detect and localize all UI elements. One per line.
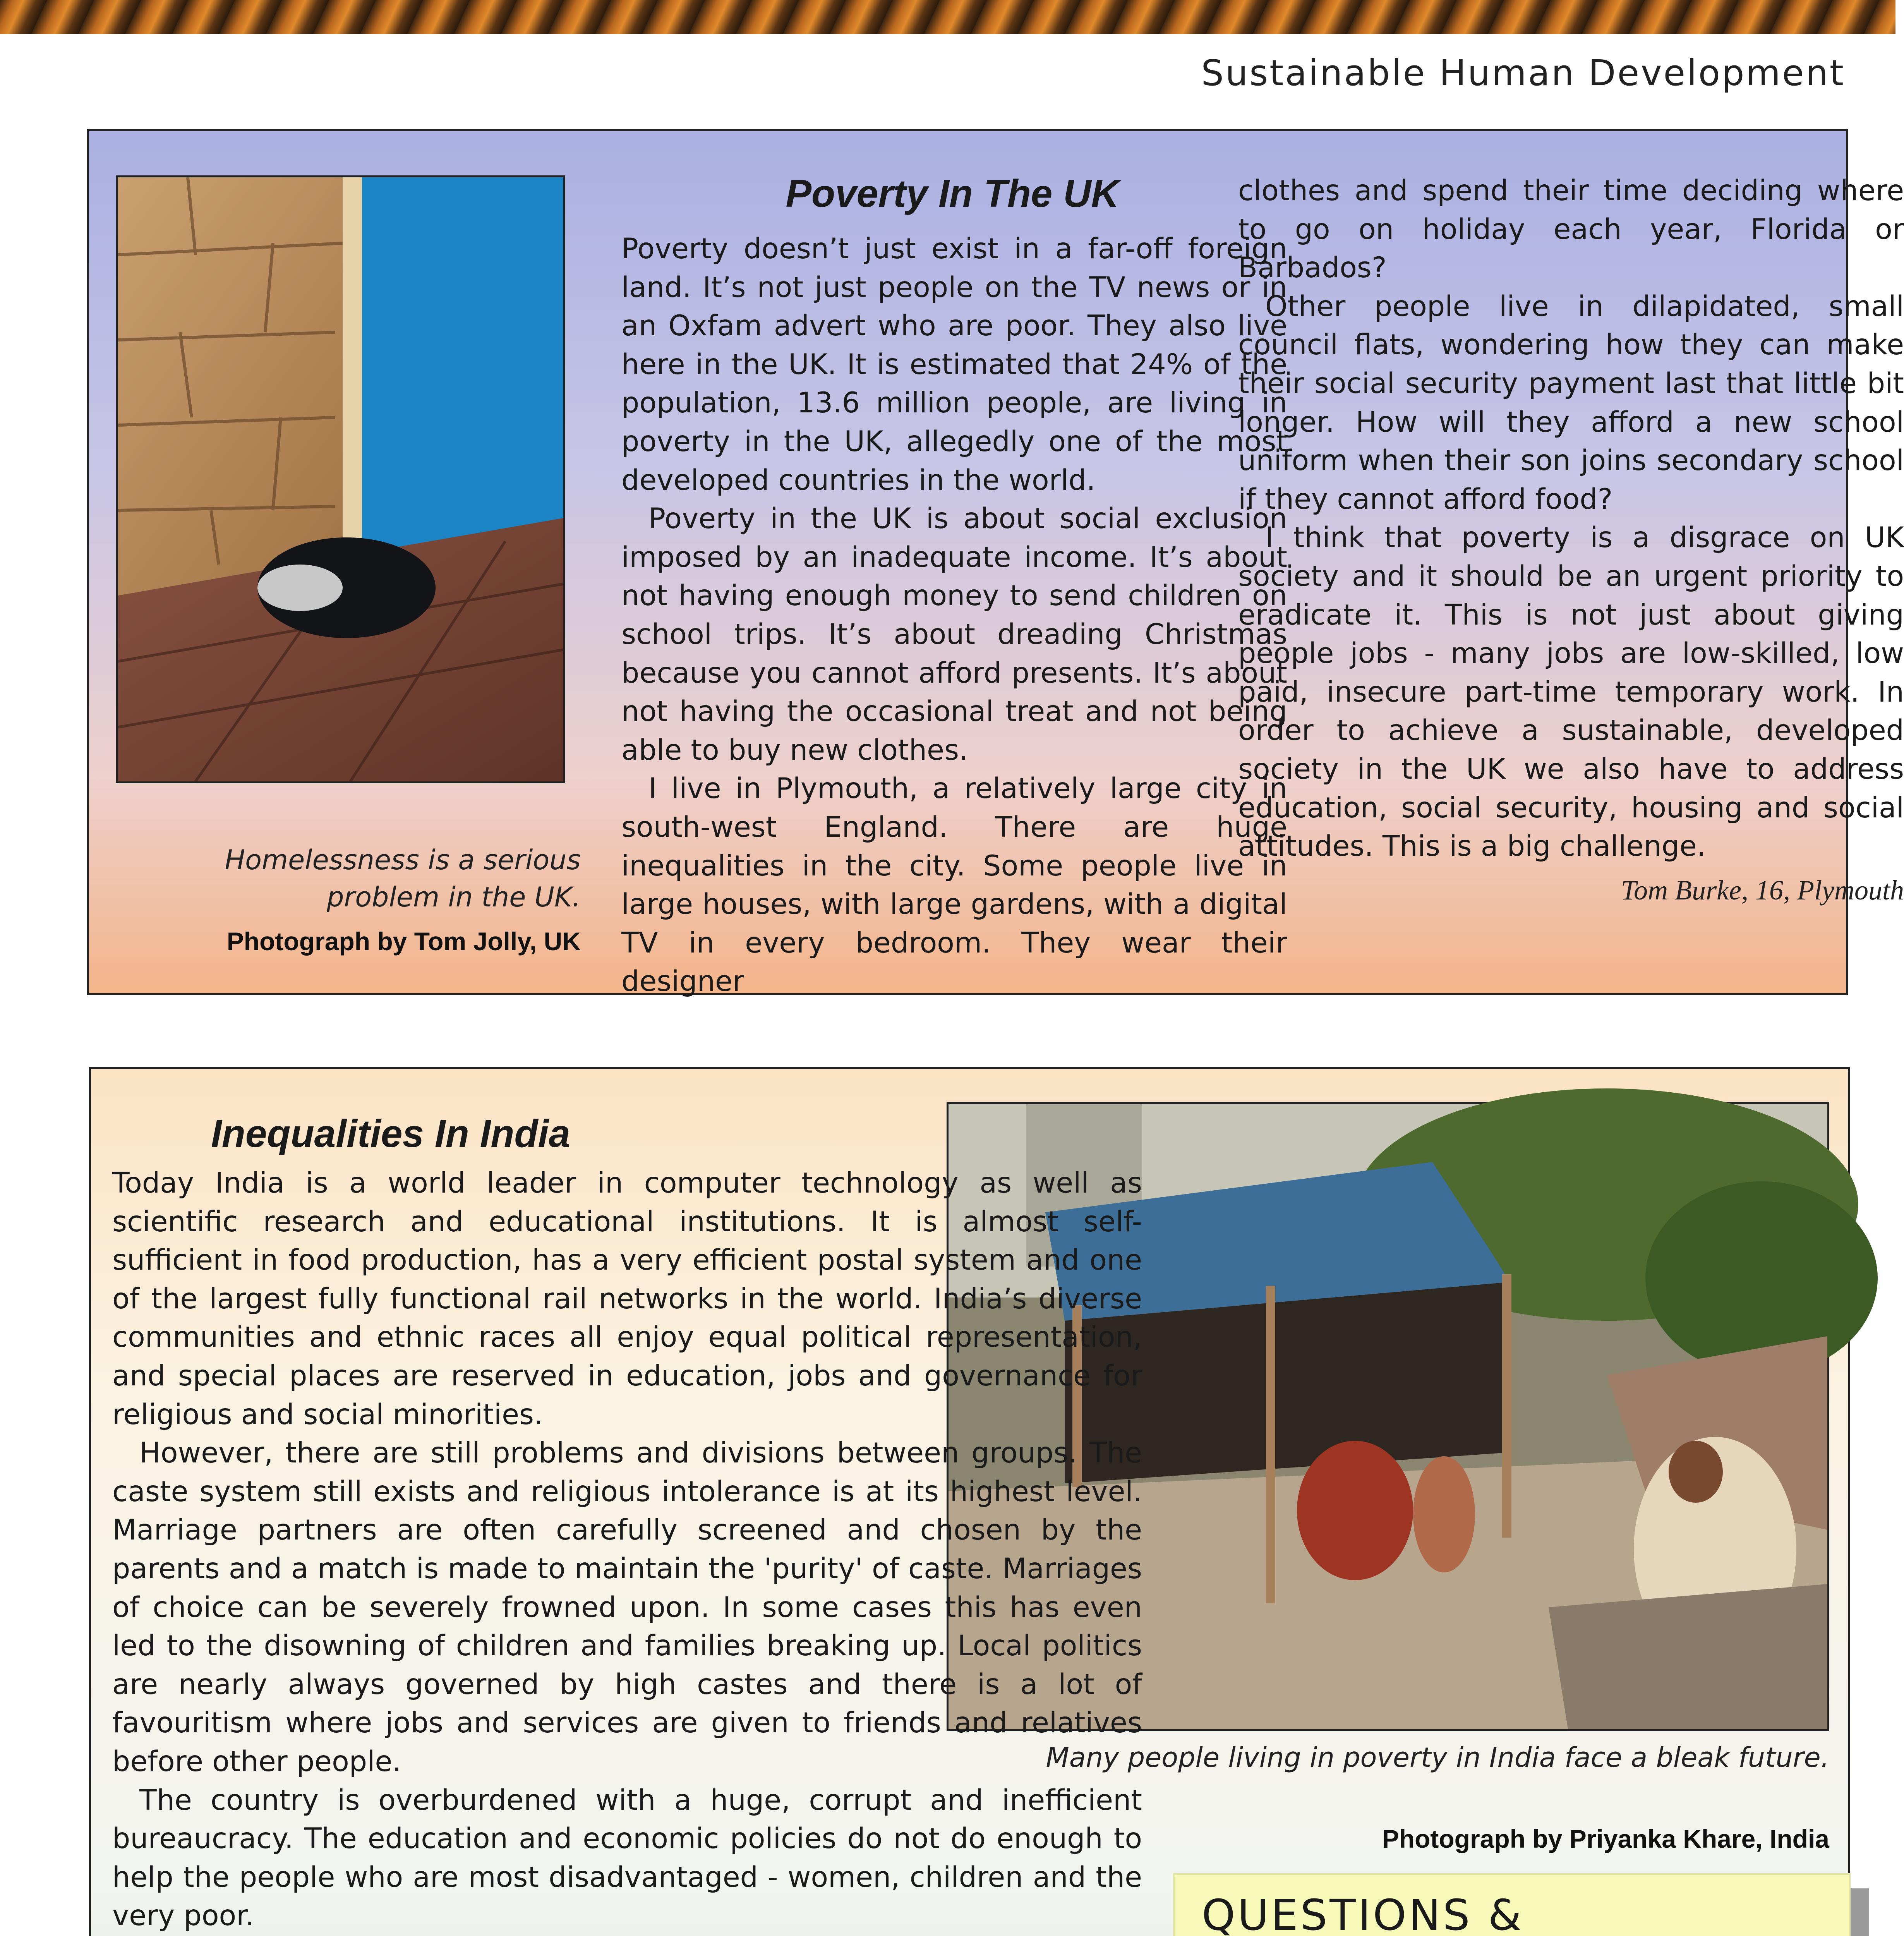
india-photo-caption: Many people living in poverty in India face a bleak future.	[1046, 1742, 1829, 1773]
questions-activities-box	[1173, 1873, 1851, 1936]
uk-photo-homeless-person	[116, 175, 565, 783]
uk-paragraph: I think that poverty is a disgrace on UK society and it should be an urgent priority to eradicate it. This is not just about giving people jobs - many jobs are low-skilled, low paid, insecure part-time temporary work. In order to achieve a sustainable, developed society in the UK we also have to address education, social security, housing and social attitudes. This is a big challenge.	[1238, 521, 1904, 863]
uk-photo-caption: Homelessness is a serious problem in the UK.	[225, 844, 581, 913]
india-body-text	[112, 1164, 1142, 1936]
india-article-title: Inequalities In India	[211, 1112, 570, 1155]
uk-column-1	[621, 230, 1287, 998]
uk-paragraph: Other people live in dilapidated, small council flats, wondering how they can make their social security payment last that little bit longer. How will they afford a new school uniform when their son joins secondary school if they cannot afford food?	[1238, 290, 1904, 516]
india-paragraph: The country is overburdened with a huge, corrupt and inefficient bureaucracy. The education and economic policies do not do enough to help the people who are most disadvantaged - women, children and the very poor.	[112, 1783, 1142, 1933]
questions-title-line-1: QUESTIONS &	[1202, 1890, 1524, 1936]
uk-author-signature: Tom Burke, 16, Plymouth	[1621, 875, 1904, 906]
decorative-top-band	[0, 0, 1895, 34]
uk-article-title: Poverty In The UK	[786, 172, 1119, 215]
india-photo-credit: Photograph by Priyanka Khare, India	[1382, 1824, 1829, 1853]
india-paragraph: However, there are still problems and divisions between groups. The caste system still exists and religious intolerance is at its highest level. Marriage partners are often carefully screened and chosen by the parents and a match is made to maintain the 'purity' of caste. Marriages of choice can be severely frowned upon. In some cases this has even led to the disowning of children and families breaking up. Local politics are nearly always governed by high castes and there is a lot of favouritism where jobs and services are given to friends and relatives before other people.	[112, 1437, 1142, 1778]
uk-paragraph: Poverty in the UK is about social exclusion imposed by an inadequate income. It’s about not having enough money to send children on school trips. It’s about dreading Christmas because you cannot afford presents. It’s about not having the occasional treat and not being able to buy new clothes.	[621, 502, 1287, 767]
india-paragraph: Today India is a world leader in computer technology as well as scientific research and educational institutions. It is almost self-sufficient in food production, has a very efficient postal system and one of the largest fully functional rail networks in the world. India’s diverse communities and ethnic races all enjoy equal political representation, and special places are reserved in education, jobs and governance for religious and social minorities.	[112, 1167, 1142, 1431]
india-article-box	[89, 1067, 1850, 1936]
uk-photo-credit: Photograph by Tom Jolly, UK	[226, 927, 581, 956]
uk-paragraph: I live in Plymouth, a relatively large city in south-west England. There are huge inequalities in the city. Some people live in large houses, with large gardens, with a digital TV in every bedroom. They wear their designer	[621, 772, 1287, 998]
uk-article-box	[87, 129, 1904, 998]
uk-paragraph: clothes and spend their time deciding where to go on holiday each year, Florida or Barbados?	[1238, 174, 1904, 285]
running-header: Sustainable Human Development	[1201, 52, 1845, 94]
uk-column-2	[1238, 172, 1904, 863]
uk-paragraph: Poverty doesn’t just exist in a far-off foreign land. It’s not just people on the TV news or in an Oxfam advert who are poor. They also live here in the UK. It is estimated that 24% of the population, 13.6 million people, are living in poverty in the UK, allegedly one of the most developed countries in the world.	[621, 232, 1287, 497]
